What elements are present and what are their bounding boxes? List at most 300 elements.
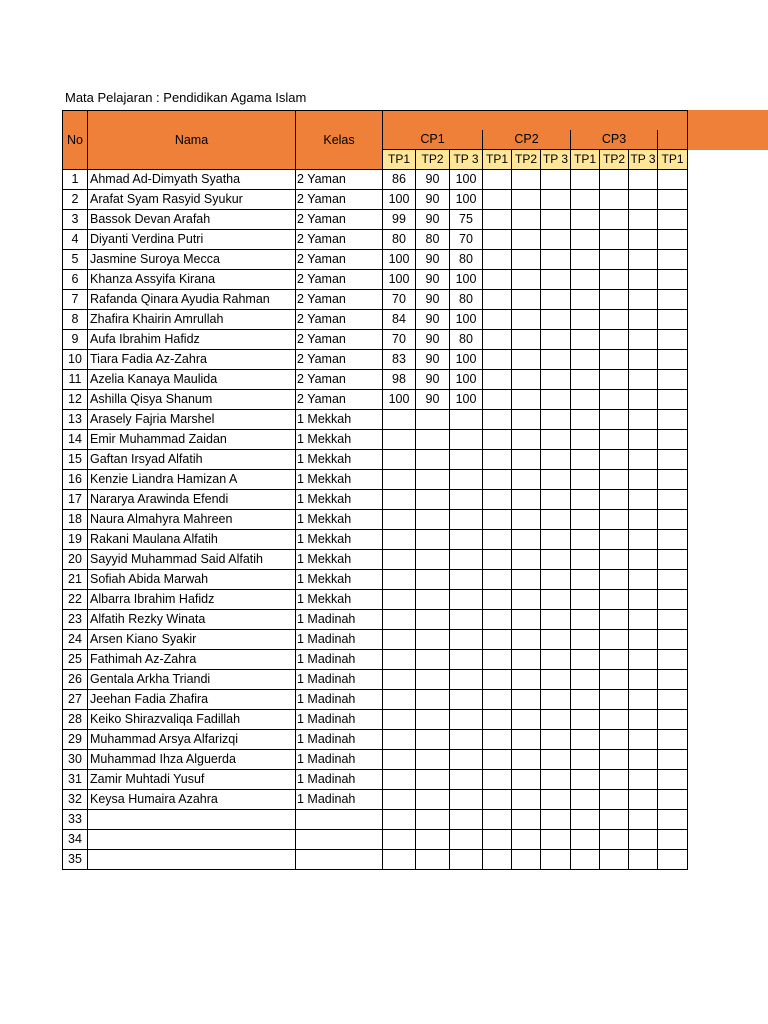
cell-score [541,370,571,390]
cell-score [483,370,512,390]
cell-score [450,830,483,850]
cell-no: 6 [63,270,88,290]
cell-score [571,430,600,450]
header-cp3: CP3 [571,130,658,150]
cell-no: 32 [63,790,88,810]
cell-score [512,350,541,370]
cell-score [383,770,416,790]
cell-score [600,530,629,550]
cell-score [571,370,600,390]
table-row [63,430,688,450]
cell-nama: Keiko Shirazvaliqa Fadillah [88,710,296,730]
cell-kelas: 2 Yaman [296,390,383,410]
cell-score [450,570,483,590]
cell-nama: Diyanti Verdina Putri [88,230,296,250]
cell-score: 100 [383,250,416,270]
cell-kelas [296,810,383,830]
header-tp-1: TP1 [383,150,416,170]
cell-kelas: 1 Madinah [296,750,383,770]
cell-score [450,490,483,510]
cell-score [629,210,658,230]
cell-score [512,430,541,450]
cell-nama: Rafanda Qinara Ayudia Rahman [88,290,296,310]
cell-nama: Zamir Muhtadi Yusuf [88,770,296,790]
cell-score [512,630,541,650]
cell-no: 31 [63,770,88,790]
cell-score [541,270,571,290]
header-nama: Nama [88,111,296,170]
cell-score [600,650,629,670]
cell-score [541,610,571,630]
cell-score [571,270,600,290]
cell-score [571,830,600,850]
cell-score [541,310,571,330]
cell-score [600,590,629,610]
cell-score [629,250,658,270]
cell-score [383,650,416,670]
cell-score [483,270,512,290]
cell-score [416,690,450,710]
cell-score [571,590,600,610]
cell-no: 7 [63,290,88,310]
cell-score [629,450,658,470]
cell-score [571,450,600,470]
table-row [63,470,688,490]
cell-score [512,790,541,810]
cell-score [383,430,416,450]
cell-score [571,850,600,870]
cell-score: 100 [450,270,483,290]
cell-score [512,850,541,870]
cell-score [416,830,450,850]
subject-title: Mata Pelajaran : Pendidikan Agama Islam [65,90,307,105]
cell-score [383,450,416,470]
cell-score [658,210,688,230]
cell-score [658,650,688,670]
cell-nama: Azelia Kanaya Maulida [88,370,296,390]
cell-score [383,830,416,850]
cell-score [600,570,629,590]
cell-score [629,710,658,730]
cell-score [658,690,688,710]
cell-kelas [296,850,383,870]
cell-nama: Arafat Syam Rasyid Syukur [88,190,296,210]
cell-kelas: 1 Madinah [296,790,383,810]
cell-score [512,250,541,270]
cell-kelas: 2 Yaman [296,350,383,370]
cell-score [483,610,512,630]
cell-score [483,850,512,870]
cell-score [541,730,571,750]
cell-nama: Sofiah Abida Marwah [88,570,296,590]
cell-score [571,170,600,190]
cell-score [658,570,688,590]
cell-no: 21 [63,570,88,590]
header-no: No [63,111,88,170]
cell-score [541,670,571,690]
cell-score [450,430,483,450]
cell-score [483,310,512,330]
cell-score [629,830,658,850]
table-row [63,530,688,550]
cell-score: 100 [450,370,483,390]
cell-score [450,710,483,730]
cell-score [383,750,416,770]
cell-nama: Khanza Assyifa Kirana [88,270,296,290]
cell-score [600,330,629,350]
cell-score [483,510,512,530]
cell-score [571,550,600,570]
cell-score [383,690,416,710]
cell-score [450,650,483,670]
cell-score [629,630,658,650]
cell-score [416,730,450,750]
cell-score [383,550,416,570]
cell-score [512,230,541,250]
cell-no: 17 [63,490,88,510]
header-tp-5: TP2 [512,150,541,170]
cell-score: 70 [383,290,416,310]
cell-score [541,250,571,270]
header-tp-7: TP1 [571,150,600,170]
cell-score [512,750,541,770]
cell-no: 2 [63,190,88,210]
cell-kelas: 1 Madinah [296,690,383,710]
cell-score: 80 [450,330,483,350]
cell-no: 3 [63,210,88,230]
table-row [63,350,688,370]
table-row [63,310,688,330]
cell-score [512,650,541,670]
cell-score [483,330,512,350]
cell-kelas: 2 Yaman [296,270,383,290]
table-row [63,390,688,410]
cell-score [658,290,688,310]
cell-score [416,610,450,630]
cell-no: 22 [63,590,88,610]
cell-score [541,430,571,450]
cell-score [629,790,658,810]
cell-score [658,670,688,690]
cell-score [629,750,658,770]
cell-score [541,350,571,370]
cell-score [658,550,688,570]
cell-no: 26 [63,670,88,690]
cell-score [512,530,541,550]
cell-nama: Sayyid Muhammad Said Alfatih [88,550,296,570]
cell-score [600,350,629,370]
cell-score [512,510,541,530]
cell-score [658,270,688,290]
cell-score [600,270,629,290]
cell-nama: Arsen Kiano Syakir [88,630,296,650]
cell-score [512,610,541,630]
cell-kelas: 2 Yaman [296,370,383,390]
cell-nama [88,810,296,830]
cell-score [571,190,600,210]
table-row [63,630,688,650]
cell-nama [88,850,296,870]
cell-score [383,470,416,490]
cell-score: 100 [450,350,483,370]
cell-no: 14 [63,430,88,450]
table-row [63,690,688,710]
cell-score: 99 [383,210,416,230]
cell-score [541,770,571,790]
cell-kelas: 1 Madinah [296,610,383,630]
cell-score [629,810,658,830]
cell-score [416,590,450,610]
cell-score [629,550,658,570]
cell-score [629,570,658,590]
cell-score: 70 [450,230,483,250]
cell-score [512,290,541,310]
cell-score [512,450,541,470]
cell-score: 90 [416,290,450,310]
cell-kelas: 1 Mekkah [296,470,383,490]
cell-score [658,390,688,410]
cell-no: 9 [63,330,88,350]
cell-score [658,590,688,610]
cell-score: 90 [416,190,450,210]
cell-score [541,490,571,510]
cell-score [483,830,512,850]
cell-nama: Fathimah Az-Zahra [88,650,296,670]
cell-score [450,470,483,490]
cell-score [416,710,450,730]
cell-score [512,810,541,830]
cell-score: 90 [416,370,450,390]
cell-score [658,250,688,270]
cell-kelas: 1 Mekkah [296,550,383,570]
cell-score [571,670,600,690]
cell-score [483,570,512,590]
cell-score [416,670,450,690]
cell-no: 23 [63,610,88,630]
cell-score [658,830,688,850]
cell-no: 30 [63,750,88,770]
cell-score [416,530,450,550]
cell-score [600,450,629,470]
table-row [63,210,688,230]
cell-kelas: 2 Yaman [296,250,383,270]
cell-score [658,350,688,370]
header-cp2: CP2 [483,130,571,150]
cell-score [416,510,450,530]
cell-kelas: 1 Mekkah [296,490,383,510]
cell-score: 98 [383,370,416,390]
cell-no: 33 [63,810,88,830]
cell-score [571,770,600,790]
cell-kelas [296,830,383,850]
cell-score: 80 [450,290,483,310]
cell-kelas: 2 Yaman [296,190,383,210]
cell-score [629,590,658,610]
cell-score [416,550,450,570]
cell-score [512,330,541,350]
cell-score [512,490,541,510]
grade-table [62,110,688,870]
cell-nama: Kenzie Liandra Hamizan A [88,470,296,490]
cell-score [483,550,512,570]
cell-score [571,350,600,370]
cell-score [571,710,600,730]
cell-score [571,570,600,590]
cell-nama: Keysa Humaira Azahra [88,790,296,810]
cell-score [600,190,629,210]
cell-score [383,850,416,870]
cell-score [658,230,688,250]
cell-score [629,530,658,550]
cell-score [571,810,600,830]
cell-score: 80 [383,230,416,250]
cell-no: 13 [63,410,88,430]
cell-no: 27 [63,690,88,710]
cell-nama: Naura Almahyra Mahreen [88,510,296,530]
table-row [63,270,688,290]
cell-score [450,630,483,650]
cell-score [512,470,541,490]
cell-score [512,770,541,790]
cell-score [512,170,541,190]
cell-score [629,330,658,350]
cell-score [416,570,450,590]
cell-score [571,250,600,270]
cell-score [512,570,541,590]
cell-score [450,790,483,810]
cell-score [658,430,688,450]
cell-score [541,530,571,550]
cell-no: 11 [63,370,88,390]
header-tp-3: TP 3 [450,150,483,170]
cell-no: 29 [63,730,88,750]
cell-score [600,790,629,810]
cell-score [629,230,658,250]
table-row [63,590,688,610]
table-row [63,770,688,790]
table-row [63,450,688,470]
cell-nama: Gaftan Irsyad Alfatih [88,450,296,470]
cell-score [571,730,600,750]
cell-score [450,750,483,770]
cell-score: 70 [383,330,416,350]
cell-kelas: 1 Mekkah [296,570,383,590]
header-band-top [383,111,688,131]
cell-score [416,490,450,510]
cell-nama: Bassok Devan Arafah [88,210,296,230]
cell-score [658,770,688,790]
cell-score [571,230,600,250]
cell-score [658,510,688,530]
table-row [63,570,688,590]
cell-score [600,510,629,530]
cell-score [450,410,483,430]
cell-score [383,510,416,530]
cell-score [383,630,416,650]
cell-score [541,590,571,610]
cell-score [541,630,571,650]
cell-score [658,170,688,190]
cell-score [600,290,629,310]
cell-score [541,450,571,470]
table-row [63,750,688,770]
cell-score [483,670,512,690]
cell-score [483,710,512,730]
cell-score [658,730,688,750]
cell-nama: Zhafira Khairin Amrullah [88,310,296,330]
cell-score [512,550,541,570]
cell-score [571,530,600,550]
cell-score [450,590,483,610]
cell-score [483,170,512,190]
cell-score [483,690,512,710]
cell-score [571,630,600,650]
cell-kelas: 1 Madinah [296,730,383,750]
cell-score [383,570,416,590]
cell-score: 75 [450,210,483,230]
table-row [63,230,688,250]
cell-score [450,530,483,550]
cell-score [629,410,658,430]
cell-score [571,690,600,710]
header-tp-2: TP2 [416,150,450,170]
cell-score [658,330,688,350]
cell-nama: Aufa Ibrahim Hafidz [88,330,296,350]
header-tp-6: TP 3 [541,150,571,170]
cell-score [416,750,450,770]
cell-score [483,410,512,430]
cell-score [571,290,600,310]
cell-kelas: 2 Yaman [296,210,383,230]
cell-score [512,690,541,710]
cell-score [541,550,571,570]
cell-no: 35 [63,850,88,870]
cell-score [571,410,600,430]
cell-score [658,190,688,210]
cell-kelas: 1 Madinah [296,770,383,790]
cell-nama: Jasmine Suroya Mecca [88,250,296,270]
table-row [63,550,688,570]
cell-no: 5 [63,250,88,270]
cell-score [571,490,600,510]
header-cp-blank [658,130,688,150]
cell-no: 16 [63,470,88,490]
table-row [63,490,688,510]
cell-score: 90 [416,330,450,350]
cell-no: 28 [63,710,88,730]
cell-score [658,410,688,430]
table-row [63,610,688,630]
cell-score [658,310,688,330]
cell-score [658,450,688,470]
cell-score [629,510,658,530]
cell-nama: Ashilla Qisya Shanum [88,390,296,410]
cell-score: 90 [416,210,450,230]
cell-score [629,650,658,670]
cell-score [541,830,571,850]
cell-score [416,450,450,470]
cell-score [512,830,541,850]
cell-score [629,310,658,330]
cell-score [383,490,416,510]
cell-nama: Alfatih Rezky Winata [88,610,296,630]
cell-score [383,810,416,830]
table-row [63,410,688,430]
cell-score [483,630,512,650]
cell-no: 24 [63,630,88,650]
cell-score [416,650,450,670]
cell-score [541,850,571,870]
